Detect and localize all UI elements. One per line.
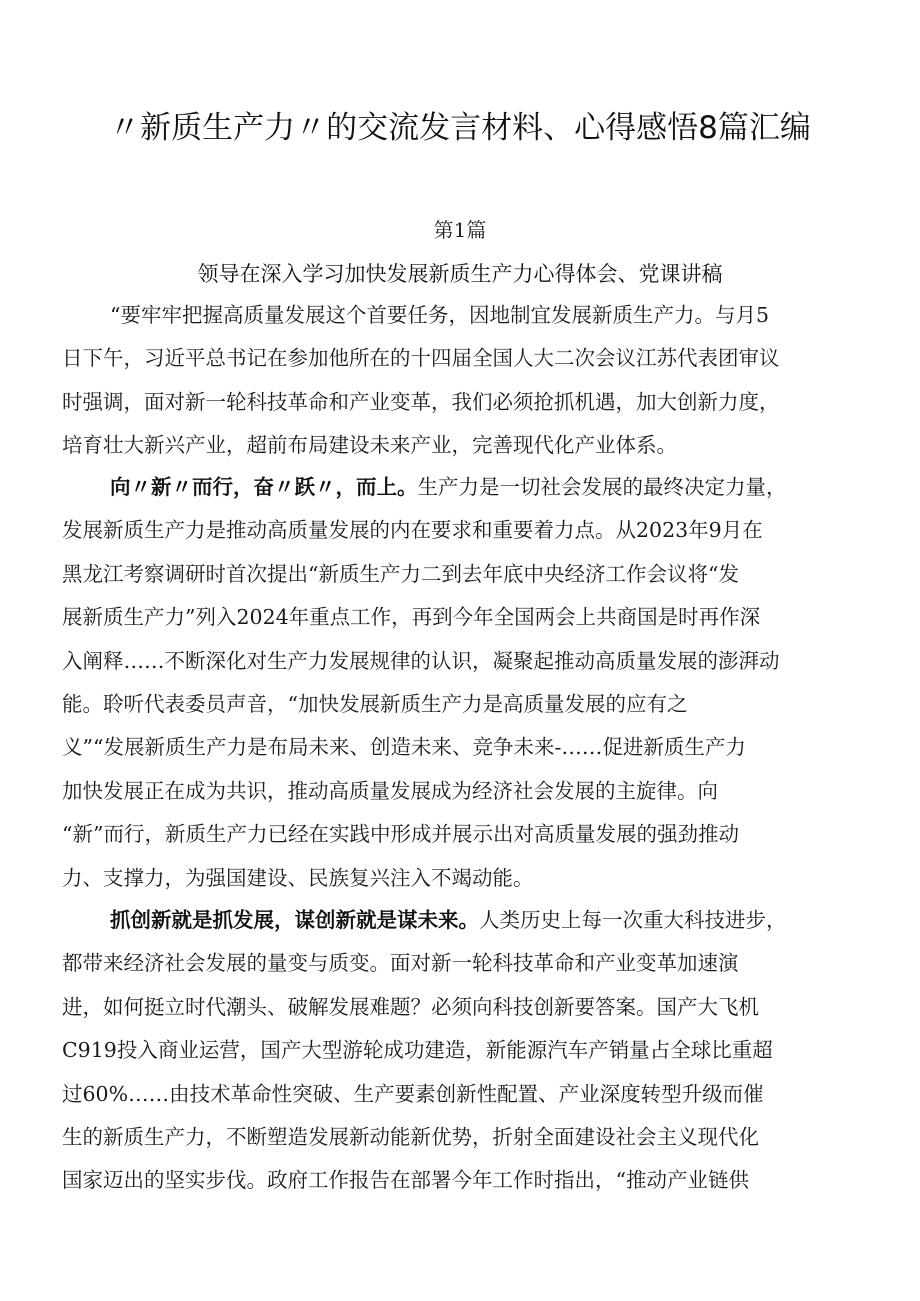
- paragraph-line: [62, 899, 882, 942]
- paragraph-text: 人类历史上每一次重大科技进步，: [479, 908, 787, 932]
- document-title: 〃新质生产力〃的交流发言材料、心得感悟8篇汇编: [109, 110, 811, 146]
- paragraph-line: 能。聆听代表委员声音，“加快发展新质生产力是高质量发展的应有之: [62, 691, 688, 716]
- paragraph-line: C919投入商业运营，国产大型游轮成功建造，新能源汽车产销量占全球比重超: [62, 1038, 773, 1063]
- paragraph-line: 都带来经济社会发展的量变与质变。面对新一轮科技革命和产业变革加速演: [62, 951, 739, 976]
- paragraph-line: 日下午，习近平总书记在参加他所在的十四届全国人大二次会议江苏代表团审议: [62, 346, 780, 371]
- paragraph-line: 生的新质生产力，不断塑造发展新动能新优势，折射全面建设社会主义现代化: [62, 1124, 759, 1149]
- paragraph-lead-heading: 抓创新就是抓发展，谋创新就是谋未来。: [110, 908, 479, 932]
- chapter-number: 第1篇: [433, 218, 487, 242]
- paragraph-line: 力、支撑力，为强国建设、民族复兴注入不竭动能。: [62, 865, 534, 890]
- paragraph-3: [62, 899, 882, 1203]
- paragraph-line: 入阐释……不断深化对生产力发展规律的认识，凝聚起推动高质量发展的澎湃动: [62, 648, 780, 673]
- paragraph-line: 加快发展正在成为共识，推动高质量发展成为经济社会发展的主旋律。向: [62, 778, 718, 803]
- paragraph-line: [62, 294, 882, 337]
- paragraph-line: 义”“发展新质生产力是布局未来、创造未来、竞争未来-……促进新质生产力: [62, 735, 746, 760]
- paragraph-line: 黑龙江考察调研时首次提出“新质生产力二到去年底中央经济工作会议将“发: [62, 561, 739, 586]
- paragraph-line: 展新质生产力”列入2024年重点工作，再到今年全国两会上共商国是时再作深: [62, 605, 761, 630]
- paragraph-line: 国家迈出的坚实步伐。政府工作报告在部署今年工作时指出，“推动产业链供: [62, 1168, 749, 1193]
- paragraph-line: 过60%……由技术革命性突破、生产要素创新性配置、产业深度转型升级而催: [62, 1081, 764, 1106]
- paragraph-lead-heading: 向〃新〃而行，奋〃跃〃，而上。: [110, 475, 418, 499]
- paragraph-text: “要牢牢把握高质量发展这个首要任务，因地制宜发展新质生产力。与月5: [110, 303, 770, 327]
- paragraph-line: [62, 466, 882, 509]
- paragraph-line: “新”而行，新质生产力已经在实践中形成并展示出对高质量发展的强劲推动: [62, 822, 739, 847]
- paragraph-line: 发展新质生产力是推动高质量发展的内在要求和重要着力点。从2023年9月在: [62, 518, 763, 543]
- paragraph-1: [62, 294, 882, 468]
- paragraph-line: 时强调，面对新一轮科技革命和产业变革，我们必须抢抓机遇，加大创新力度，: [62, 389, 780, 414]
- paragraph-line: 培育壮大新兴产业，超前布局建设未来产业，完善现代化产业体系。: [62, 433, 677, 458]
- paragraph-line: 进，如何挺立时代潮头、破解发展难题？必须向科技创新要答案。国产大飞机: [62, 994, 759, 1019]
- paragraph-text: 生产力是一切社会发展的最终决定力量，: [417, 475, 787, 499]
- chapter-heading: 领导在深入学习加快发展新质生产力心得体会、党课讲稿: [197, 262, 723, 286]
- paragraph-2: [62, 466, 882, 900]
